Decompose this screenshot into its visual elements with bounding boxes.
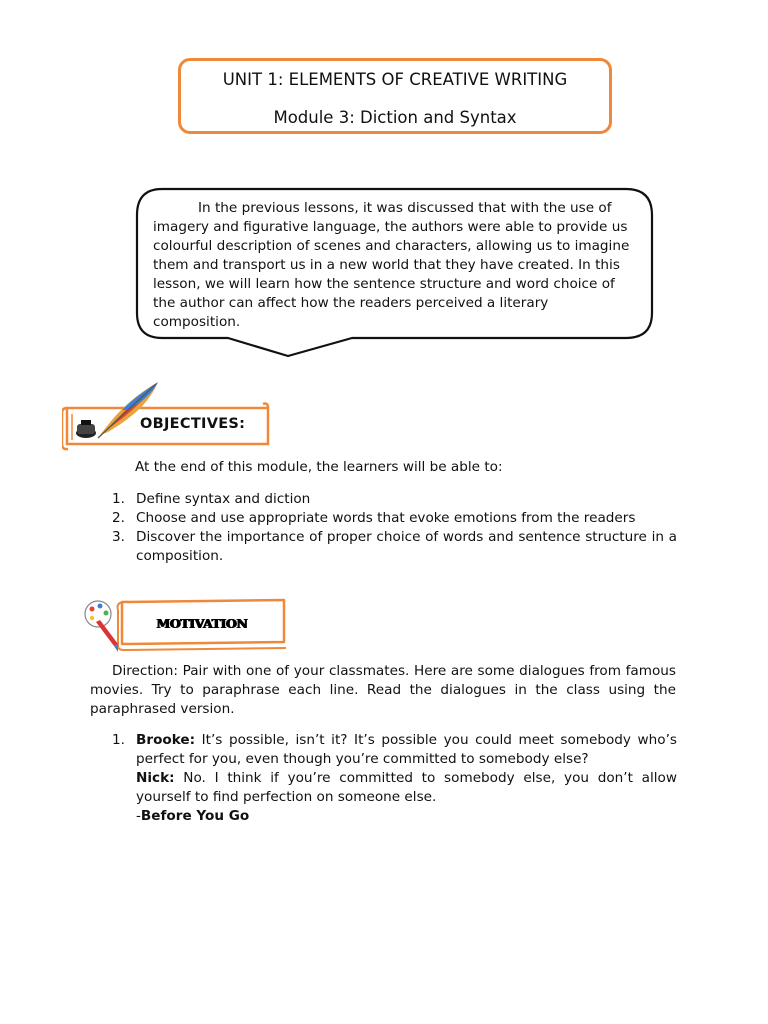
motivation-label: MOTIVATION bbox=[156, 616, 248, 631]
direction-text: Direction: Pair with one of your classmates. Here are some dialogues from famous movies. Try to paraphrase each line. Read the dialogues in the class using the paraphrased version. bbox=[90, 663, 676, 717]
dialogue-line: No. I think if you’re committed to somebody else, you don’t allow yourself to find perfection on someone else. bbox=[136, 770, 677, 805]
list-item bbox=[112, 490, 677, 509]
intro-paragraph bbox=[153, 199, 639, 329]
list-text: Define syntax and diction bbox=[136, 491, 311, 507]
list-text: Discover the importance of proper choice of words and sentence structure in a composition. bbox=[136, 529, 677, 564]
list-number: 2. bbox=[112, 510, 125, 526]
objectives-list bbox=[112, 490, 677, 566]
unit-title: UNIT 1: ELEMENTS OF CREATIVE WRITING bbox=[222, 70, 568, 89]
list-item bbox=[112, 731, 677, 826]
objectives-intro: At the end of this module, the learners will be able to: bbox=[135, 459, 503, 475]
source-prefix: - bbox=[136, 808, 141, 824]
list-item bbox=[112, 528, 677, 566]
brush-palette-icon bbox=[85, 601, 118, 652]
speaker-name: Brooke: bbox=[136, 732, 196, 748]
direction-paragraph bbox=[90, 662, 676, 719]
title-box bbox=[178, 58, 612, 134]
dialogue-list bbox=[112, 731, 677, 826]
module-title: Module 3: Diction and Syntax bbox=[273, 108, 517, 127]
list-number: 3. bbox=[112, 529, 125, 545]
list-number: 1. bbox=[112, 491, 125, 507]
objectives-label: OBJECTIVES: bbox=[140, 416, 246, 432]
list-text: Choose and use appropriate words that evoke emotions from the readers bbox=[136, 510, 636, 526]
movie-source: Before You Go bbox=[140, 808, 250, 824]
intro-text: In the previous lessons, it was discussed that with the use of imagery and figurative language, the authors were able to provide us colourful description of scenes and characters, allowing us to imagine them and transport us in a new world that they have created. In this lesson, we will learn how the sentence structure and word choice of the author can affect how the readers perceived a literary composition. bbox=[153, 200, 630, 329]
list-item bbox=[112, 509, 677, 528]
dialogue-line: It’s possible, isn’t it? It’s possible you could meet somebody who’s perfect for you, even though you’re committed to somebody else? bbox=[136, 732, 677, 767]
list-number: 1. bbox=[112, 732, 125, 748]
speaker-name: Nick: bbox=[136, 770, 175, 786]
